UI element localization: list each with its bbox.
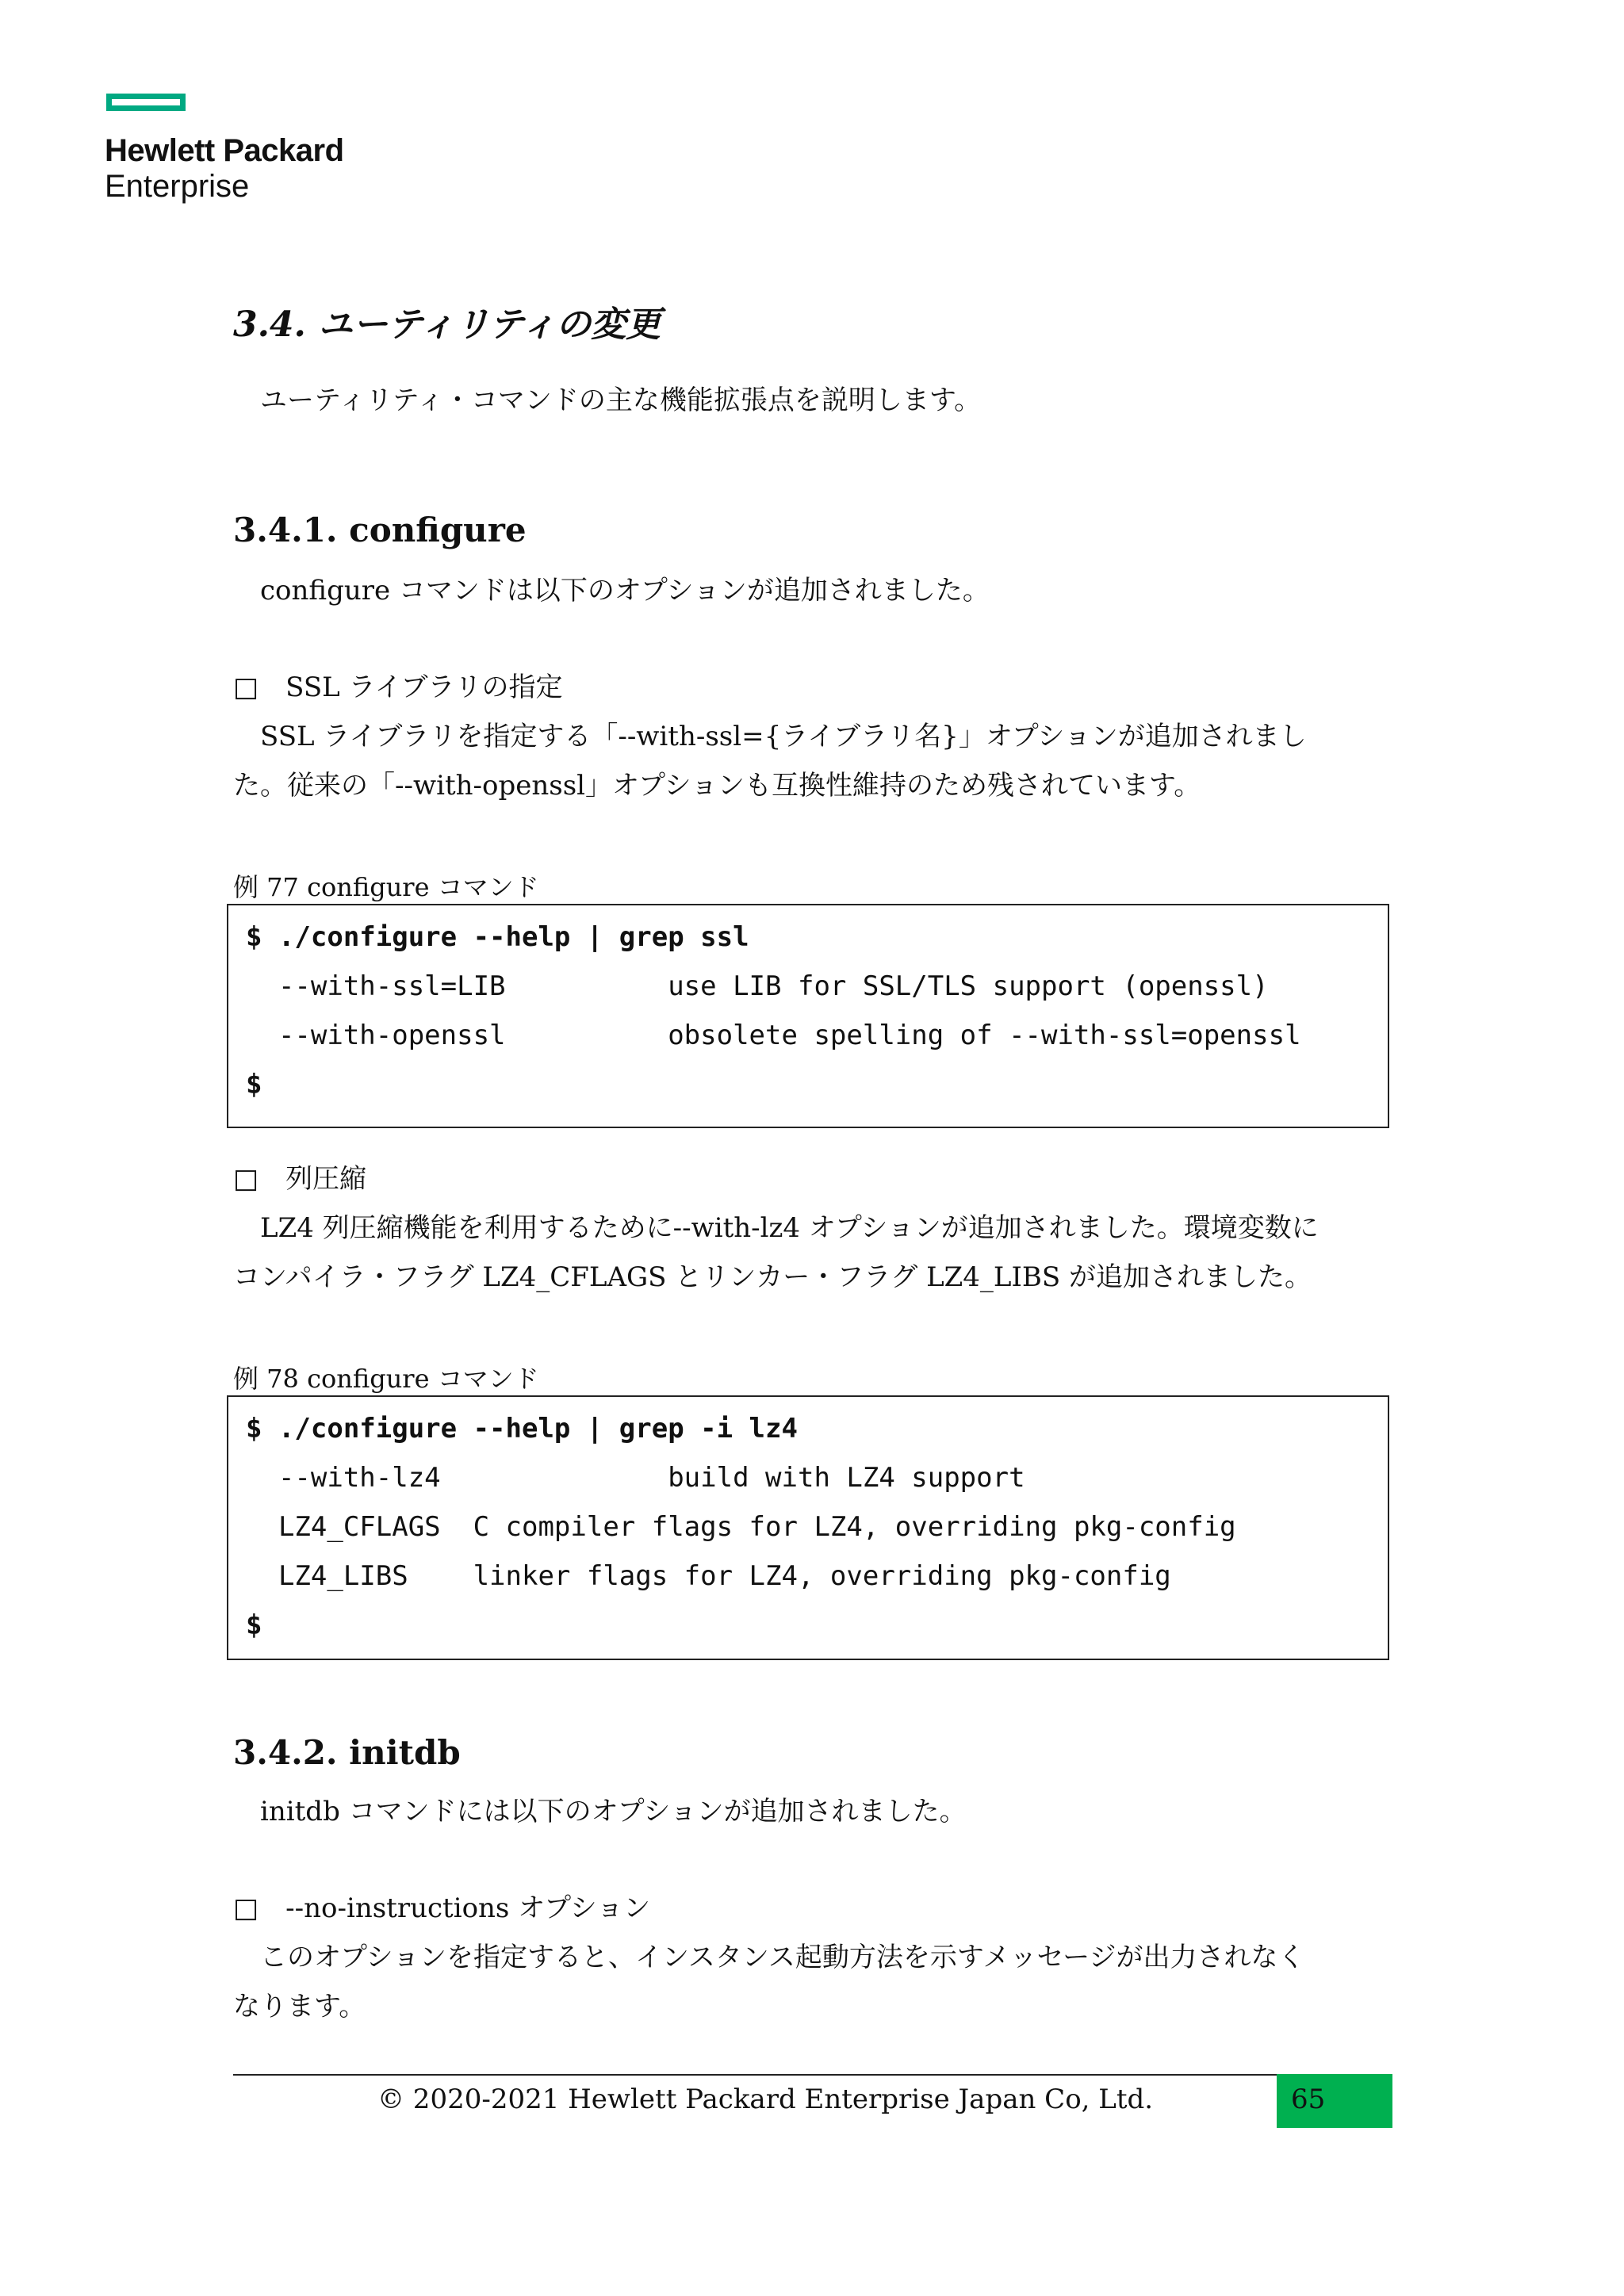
no-instructions-bullet: □ --no-instructions オプション (233, 1892, 651, 1924)
initdb-intro: initdb コマンドには以下のオプションが追加されました。 (260, 1796, 967, 1827)
code-line: $ ./configure --help | grep ssl (246, 921, 749, 953)
footer-rule (233, 2074, 1391, 2076)
ssl-paragraph-line2: た。従来の「--with-openssl」オプションも互換性維持のため残されています。 (233, 770, 1201, 802)
configure-heading: 3.4.1. configure (233, 511, 527, 549)
code-line: --with-ssl=LIB use LIB for SSL/TLS support (openssl) (246, 970, 1269, 1002)
page-number-box (1277, 2074, 1392, 2128)
example-77-caption: 例 77 configure コマンド (233, 872, 539, 902)
logo-text-line1: Hewlett Packard (105, 133, 344, 168)
section-title: 3.4. ユーティリティの変更 (233, 304, 661, 345)
ssl-bullet: □ SSL ライブラリの指定 (233, 672, 563, 703)
code-line: $ (246, 1069, 262, 1100)
code-line: $ ./configure --help | grep -i lz4 (246, 1413, 798, 1445)
ssl-paragraph-line1: SSL ライブラリを指定する「--with-ssl={ライブラリ名}」オプションが追加されまし (260, 721, 1307, 752)
code-line: --with-openssl obsolete spelling of --with-ssl=openssl (246, 1020, 1301, 1051)
logo-rectangle-mark (106, 94, 186, 111)
footer-copyright: © 2020-2021 Hewlett Packard Enterprise Japan Co, Ltd. (377, 2084, 1154, 2115)
section-intro: ユーティリティ・コマンドの主な機能拡張点を説明します。 (260, 385, 982, 416)
code-line: LZ4_LIBS linker flags for LZ4, overriding pkg-config (246, 1560, 1171, 1592)
no-instructions-paragraph-line1: このオプションを指定すると、インスタンス起動方法を示すメッセージが出力されなく (260, 1942, 1305, 1973)
lz4-bullet: □ 列圧縮 (233, 1163, 367, 1195)
initdb-heading: 3.4.2. initdb (233, 1733, 461, 1772)
example-78-caption: 例 78 configure コマンド (233, 1364, 539, 1394)
code-block-ssl (227, 904, 1389, 1128)
logo-text-line2: Enterprise (105, 169, 250, 204)
code-line: --with-lz4 build with LZ4 support (246, 1462, 1025, 1494)
lz4-paragraph-line2: コンパイラ・フラグ LZ4_CFLAGS とリンカー・フラグ LZ4_LIBS が追加されました。 (233, 1261, 1312, 1293)
page-number: 65 (1291, 2084, 1326, 2115)
code-block-lz4 (227, 1395, 1389, 1660)
code-line: $ (246, 1609, 262, 1641)
hpe-logo (105, 94, 358, 205)
no-instructions-paragraph-line2: なります。 (233, 1991, 366, 2022)
code-line: LZ4_CFLAGS C compiler flags for LZ4, overriding pkg-config (246, 1511, 1236, 1543)
configure-intro: configure コマンドは以下のオプションが追加されました。 (260, 575, 990, 607)
lz4-paragraph-line1: LZ4 列圧縮機能を利用するために--with-lz4 オプションが追加されました。環境変数に (260, 1212, 1319, 1244)
